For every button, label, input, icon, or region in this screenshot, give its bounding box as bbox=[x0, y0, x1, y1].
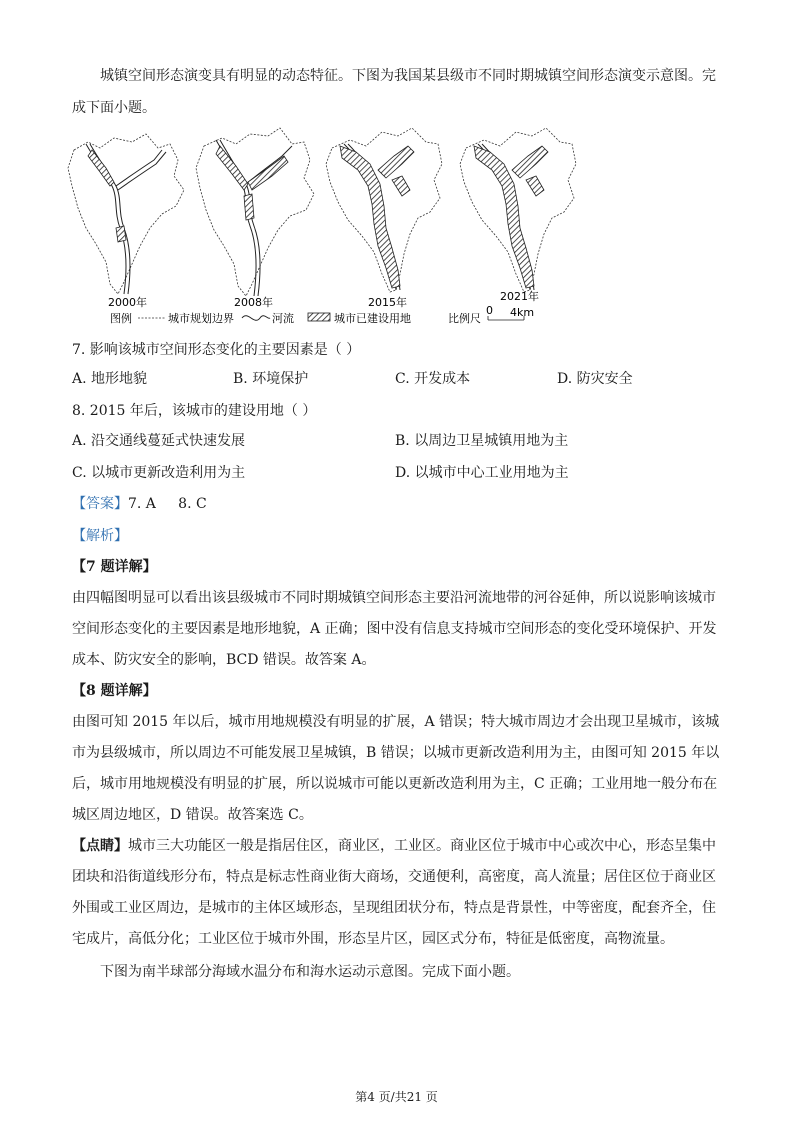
analysis-label: 【解析】 bbox=[72, 528, 128, 544]
tip-first-line bbox=[72, 836, 722, 856]
q7-stem: 7. 影响该城市空间形态变化的主要因素是（ ） bbox=[72, 342, 361, 358]
tip-line: 团块和沿街道线形分布，特点是标志性商业街大商场，交通便利，高密度，高人流量；居住区位于商业区 bbox=[72, 869, 716, 885]
q7-option-d: D. 防灾安全 bbox=[557, 371, 633, 387]
year-label: 2015年 bbox=[368, 296, 407, 309]
detail-7-line: 空间形态变化的主要因素是地形地貌，A 正确；图中没有信息支持城市空间形态的变化受环境保护、开发 bbox=[72, 621, 717, 637]
q8-option-d: D. 以城市中心工业用地为主 bbox=[395, 465, 569, 481]
city-form-evolution-figure bbox=[66, 124, 586, 330]
answer-line bbox=[72, 494, 722, 514]
q7-option-c: C. 开发成本 bbox=[395, 371, 471, 387]
map-2008 bbox=[196, 128, 314, 309]
scale-value: 4km bbox=[510, 306, 535, 319]
tip-line: 外围或工业区周边，是城市的主体区域形态，呈现组团状分布，特点是背景性，中等密度，配套齐全，住 bbox=[72, 900, 716, 916]
river-legend-icon bbox=[242, 316, 270, 321]
answer-label: 【答案】 bbox=[72, 496, 128, 512]
q7-option-b: B. 环境保护 bbox=[233, 371, 309, 387]
tip-line: 宅成片，高低分化；工业区位于城市外围，形态呈片区，园区式分布，特征是低密度，高物流量。 bbox=[72, 931, 674, 947]
figure-legend bbox=[110, 304, 534, 325]
detail-7-title: 【7 题详解】 bbox=[72, 559, 157, 575]
legend-boundary: 城市规划边界 bbox=[168, 312, 234, 325]
year-label: 2008年 bbox=[234, 296, 273, 309]
map-2015 bbox=[326, 128, 442, 309]
q7-option-a: A. 地形地貌 bbox=[72, 371, 148, 387]
map-2000 bbox=[68, 134, 184, 309]
scale-zero: 0 bbox=[486, 304, 493, 317]
detail-7-line: 由四幅图明显可以看出该县级城市不同时期城镇空间形态主要沿河流地带的河谷延伸，所以说影响该城市 bbox=[72, 590, 716, 606]
q8-option-c: C. 以城市更新改造利用为主 bbox=[72, 465, 246, 481]
q8-stem: 8. 2015 年后，该城市的建设用地（ ） bbox=[72, 403, 317, 419]
q8-option-a: A. 沿交通线蔓延式快速发展 bbox=[72, 433, 246, 449]
year-label: 2000年 bbox=[108, 296, 147, 309]
year-label: 2021年 bbox=[500, 290, 539, 303]
built-land-legend-icon bbox=[308, 313, 330, 321]
answer-text: 7. A 8. C bbox=[128, 496, 207, 512]
tip-label: 【点睛】 bbox=[72, 838, 128, 854]
detail-8-line: 后，城市用地规模没有明显的扩展，所以说城市可能以更新改造利用为主，C 正确；工业用地一般分布在 bbox=[72, 776, 718, 792]
detail-8-title: 【8 题详解】 bbox=[72, 683, 157, 699]
next-intro: 下图为南半球部分海域水温分布和海水运动示意图。完成下面小题。 bbox=[100, 964, 520, 980]
tip-first-text: 城市三大功能区一般是指居住区，商业区，工业区。商业区位于城市中心或次中心，形态呈集中 bbox=[128, 838, 716, 854]
legend-scale: 比例尺 bbox=[448, 312, 481, 325]
intro-line-2: 成下面小题。 bbox=[72, 100, 156, 116]
detail-8-line: 由图可知 2015 年以后，城市用地规模没有明显的扩展，A 错误；特大城市周边才会出现卫星城市，该城 bbox=[72, 714, 720, 730]
detail-8-line: 城区周边地区，D 错误。故答案选 C。 bbox=[72, 807, 313, 823]
map-2021 bbox=[460, 128, 576, 303]
legend-built: 城市已建设用地 bbox=[334, 312, 411, 325]
legend-title: 图例 bbox=[110, 312, 132, 325]
detail-7-line: 成本、防灾安全的影响，BCD 错误。故答案 A。 bbox=[72, 652, 376, 668]
detail-8-line: 市为县级城市，所以周边不可能发展卫星城镇，B 错误；以城市更新改造利用为主，由图可知 2015 年以 bbox=[72, 745, 720, 761]
page-footer: 第4 页/共21 页 bbox=[355, 1090, 438, 1104]
intro-line-1: 城镇空间形态演变具有明显的动态特征。下图为我国某县级市不同时期城镇空间形态演变示意图。完 bbox=[100, 68, 716, 84]
q8-option-b: B. 以周边卫星城镇用地为主 bbox=[395, 433, 569, 449]
legend-river: 河流 bbox=[272, 312, 294, 325]
